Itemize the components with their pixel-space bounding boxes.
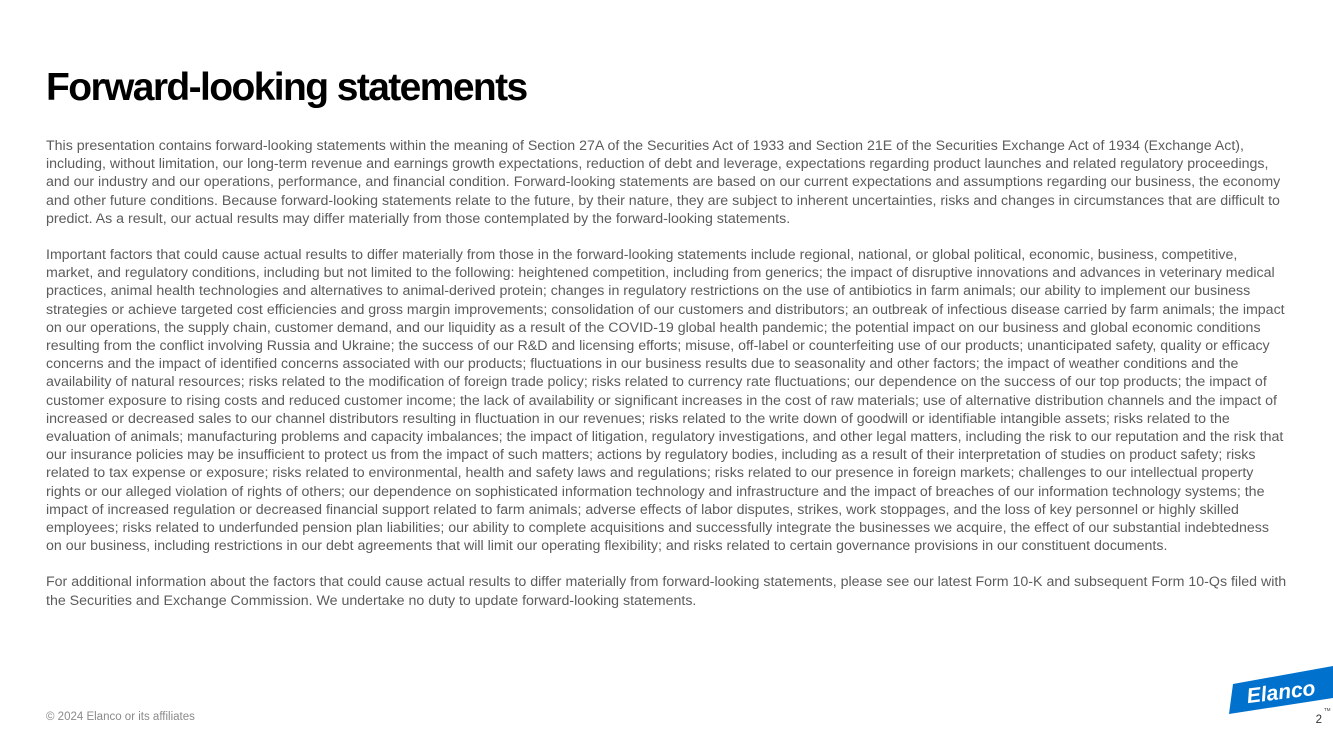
additional-info-paragraph: For additional information about the factors that could cause actual results to differ materially from forward-looking statements, please see our latest Form 10-K and subsequent Form 10-Qs filed with the Securities and Exchange Commission. We undertake no duty to update forward-looking statements. [46,574,1287,609]
page-number: 2 [1315,714,1322,726]
slide-body [46,137,1288,610]
logo-text: Elanco [1245,676,1317,709]
slide-title: Forward-looking statements [46,66,527,109]
risk-factors-paragraph: Important factors that could cause actual results to differ materially from those in the forward-looking statements include regional, national, or global political, economic, business, competitive, market, and regulatory conditions, including but not limited to the following: heightened competition, including from generics; the impact of disruptive innovations and advances in veterinary medical practices, animal health technologies and alternatives to animal-derived protein; changes in regulatory restrictions on the use of antibiotics in farm animals; our ability to implement our business strategies or achieve targeted cost efficiencies and gross margin improvements; consolidation of our customers and distributors; an outbreak of infectious disease carried by farm animals; the impact on our operations, the supply chain, customer demand, and our liquidity as a result of the COVID-19 global health pandemic; the potential impact on our business and global economic conditions resulting from the conflict involving Russia and Ukraine; the success of our R&D and licensing efforts; misuse, off-label or counterfeiting use of our products; unanticipated safety, quality or efficacy concerns and the impact of identified concerns associated with our products; fluctuations in our business results due to seasonality and other factors; the impact of weather conditions and the availability of natural resources; risks related to the modification of foreign trade policy; risks related to currency rate fluctuations; our dependence on the success of our top products; the impact of customer exposure to rising costs and reduced customer income; the lack of availability or significant increases in the cost of raw materials; use of alternative distribution channels and the impact of increased or decreased sales to our channel distributors resulting in fluctuation in our revenues; risks related to the write down of goodwill or identifiable intangible assets; risks related to the evaluation of animals; manufacturing problems and capacity imbalances; the impact of litigation, regulatory investigations, and other legal matters, including the risk to our reputation and the risk that our insurance policies may be insufficient to protect us from the impact of such matters; actions by regulatory bodies, including as a result of their interpretation of studies on product safety; risks related to tax expense or exposure; risks related to environmental, health and safety laws and regulations; risks related to our presence in foreign markets; challenges to our intellectual property rights or our alleged violation of rights of others; our dependence on sophisticated information technology and infrastructure and the impact of breaches of our information technology systems; the impact of increased regulation or decreased financial support related to farm animals; adverse effects of labor disputes, strikes, work stoppages, and the loss of key personnel or highly skilled employees; risks related to underfunded pension plan liabilities; our ability to complete acquisitions and successfully integrate the businesses we acquire, the effect of our substantial indebtedness on our business, including restrictions in our debt agreements that will limit our operating flexibility; and risks related to certain governance provisions in our constituent documents. [46,247,1285,555]
intro-paragraph: This presentation contains forward-looking statements within the meaning of Section 27A of the Securities Act of 1933 and Section 21E of the Securities Exchange Act of 1934 (Exchange Act), including, without limitation, our long-term revenue and earnings growth expectations, reduction of debt and leverage, expectations regarding product launches and related regulatory proceedings, and our industry and our operations, performance, and financial condition. Forward-looking statements are based on our current expectations and assumptions regarding our business, the economy and other future conditions. Because forward-looking statements relate to the future, by their nature, they are subject to inherent uncertainties, risks and changes in circumstances that are difficult to predict. As a result, our actual results may differ materially from those contemplated by the forward-looking statements. [46,138,1281,227]
elanco-logo-icon [1227,662,1333,720]
copyright-notice: © 2024 Elanco or its affiliates [46,711,195,723]
logo-trademark: TM [1324,707,1331,712]
